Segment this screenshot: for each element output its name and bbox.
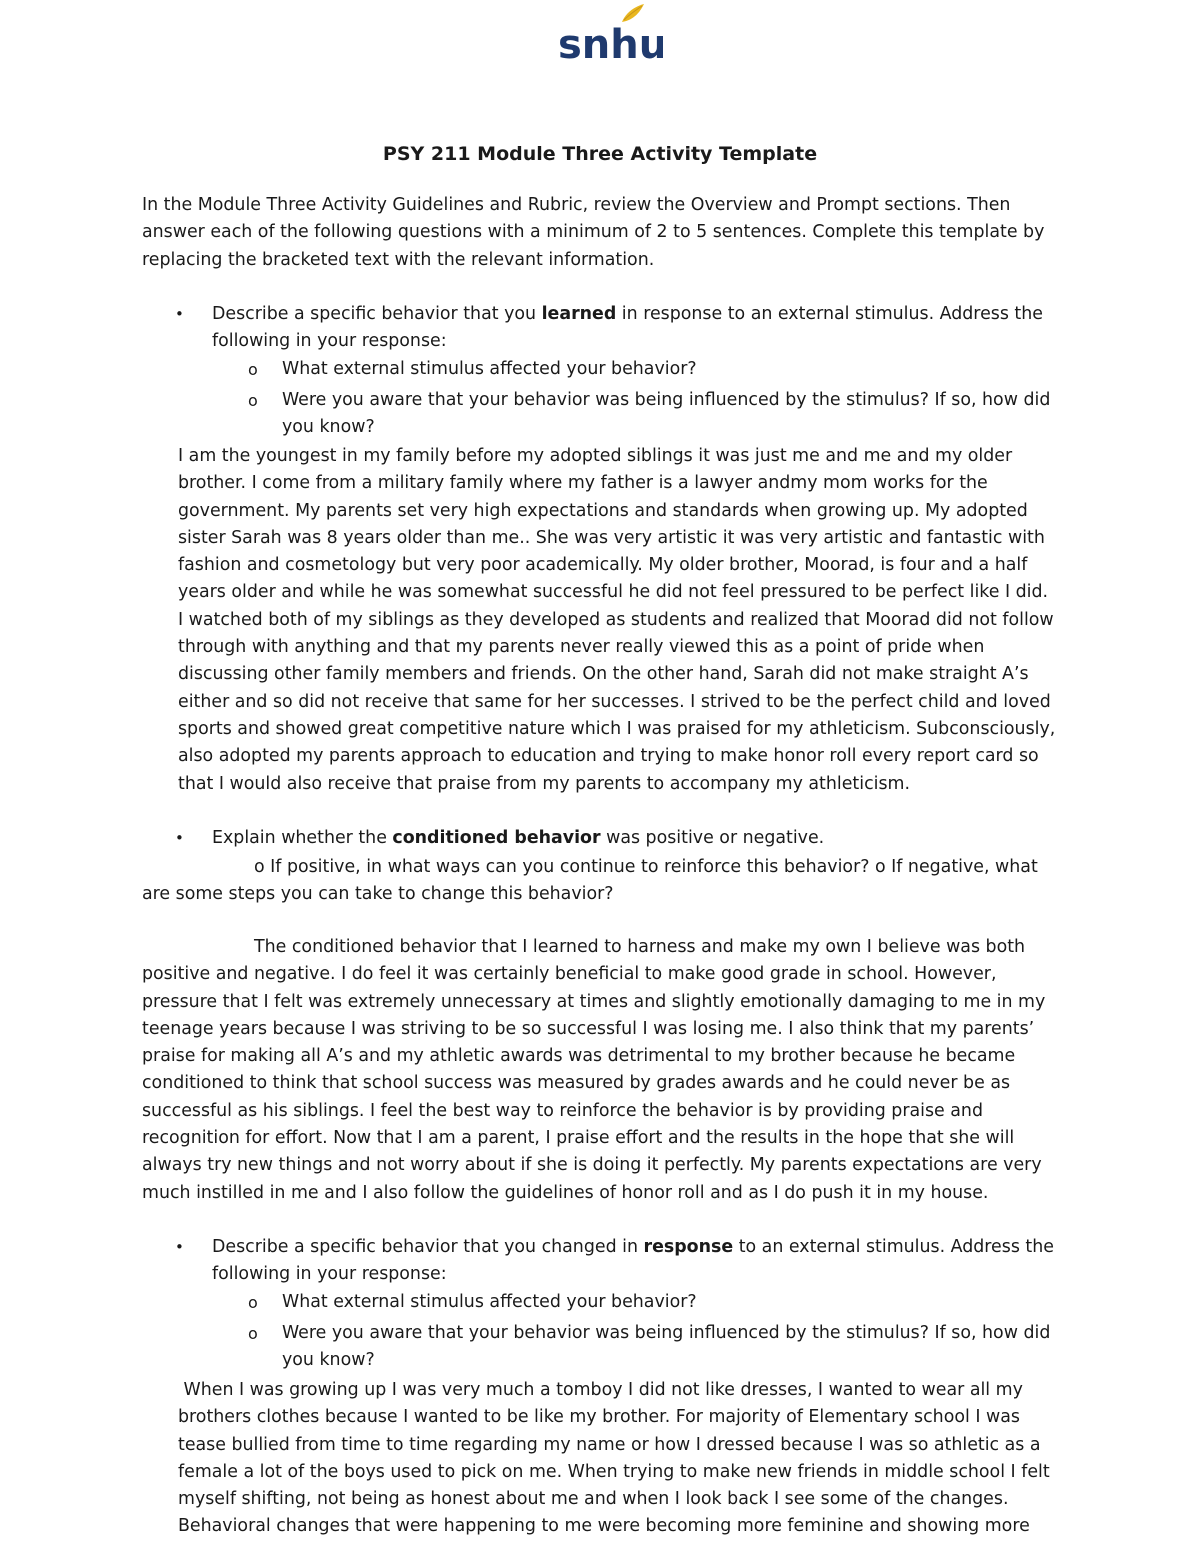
answer-line: teenage years because I was striving to be so successful I was losing me. I also think that my parents’ xyxy=(142,1018,1035,1039)
intro-line: answer each of the following questions with a minimum of 2 to 5 sentences. Complete this template by xyxy=(142,222,1045,243)
answer-line: pressure that I felt was extremely unnecessary at times and slightly emotionally damaging to me in my xyxy=(142,991,1046,1012)
answer-line: sister Sarah was 8 years older than me.. She was very artistic it was very artistic and fantastic with xyxy=(178,527,1045,548)
answer-2 xyxy=(142,934,1062,1207)
answer-line: much instilled in me and I also follow the guidelines of honor roll and as I do push it in my house. xyxy=(142,1182,989,1203)
answer-line: sports and showed great competitive nature which I was praised for my athleticism. Subconsciously, xyxy=(178,718,1056,739)
answer-line: female a lot of the boys used to pick on me. When trying to make new friends in middle school I felt xyxy=(178,1461,1050,1482)
answer-line: through with anything and that my parents never really viewed this as a point of pride when xyxy=(178,637,985,658)
sub-bullet-icon: o xyxy=(248,1324,258,1343)
sub-bullet-icon: o xyxy=(248,360,258,379)
answer-1 xyxy=(178,443,1058,798)
answer-line: myself shifting, not being as honest about me and when I look back I see some of the changes. xyxy=(178,1489,1009,1510)
question-3-keyword: response xyxy=(643,1237,734,1257)
answer-line: recognition for effort. Now that I am a parent, I praise effort and the results in the hope that she will xyxy=(142,1128,1015,1149)
answer-line: Behavioral changes that were happening to me were becoming more feminine and showing more xyxy=(178,1516,1030,1537)
answer-line: The conditioned behavior that I learned to harness and make my own I believe was both xyxy=(254,937,1026,957)
question-1-line: Describe a specific behavior that you learned in response to an external stimulus. Address the xyxy=(212,304,1043,324)
answer-3 xyxy=(178,1377,1058,1541)
snhu-logo xyxy=(548,0,663,70)
answer-line: also adopted my parents approach to education and trying to make honor roll every report card so xyxy=(178,746,1039,767)
answer-line: praise for making all A’s and my athletic awards was detrimental to my brother because he became xyxy=(142,1046,1016,1067)
sub-bullet-icon: o xyxy=(248,1293,258,1312)
bullet-icon: • xyxy=(175,829,184,847)
logo-wordmark: snhu xyxy=(558,22,663,68)
answer-line: either and so did not receive that same for her successes. I strived to be the perfect child and loved xyxy=(178,691,1051,712)
page-title: PSY 211 Module Three Activity Template xyxy=(382,143,818,165)
answer-line: successful as his siblings. I feel the best way to reinforce the behavior is by providing praise and xyxy=(142,1100,983,1121)
question-3-sub-1: What external stimulus affected your behavior? xyxy=(282,1292,697,1312)
sub-bullet-icon: o xyxy=(248,391,258,410)
intro-line: replacing the bracketed text with the relevant information. xyxy=(142,249,655,270)
bullet-icon: • xyxy=(175,1238,184,1256)
leaf-icon xyxy=(548,0,663,70)
answer-line: conditioned to think that school success was measured by grades awards and he could never be as xyxy=(142,1073,1011,1094)
answer-line: discussing other family members and friends. On the other hand, Sarah did not make straight A’s xyxy=(178,664,1029,685)
question-1-line: following in your response: xyxy=(212,331,447,352)
question-2: Explain whether the conditioned behavior was positive or negative. xyxy=(212,828,825,848)
question-2-keyword: conditioned behavior xyxy=(392,828,601,848)
answer-line: always try new things and not worry about if she is doing it perfectly. My parents expectations are very xyxy=(142,1155,1042,1176)
answer-line: brother. I come from a military family where my father is a lawyer andmy mom works for the xyxy=(178,473,988,494)
answer-line: positive and negative. I do feel it was certainly beneficial to make good grade in school. However, xyxy=(142,964,997,985)
intro-line: In the Module Three Activity Guidelines and Rubric, review the Overview and Prompt sections. Then xyxy=(142,195,1011,215)
answer-line: tease bullied from time to time regarding my name or how I dressed because I was so athletic as a xyxy=(178,1434,1041,1455)
question-1-keyword: learned xyxy=(541,304,617,324)
answer-line: When I was growing up I was very much a tomboy I did not like dresses, I wanted to wear all my xyxy=(178,1380,1023,1400)
question-3: Describe a specific behavior that you changed in response to an external stimulus. Address the following in your response: xyxy=(212,1237,1054,1285)
answer-line: years older and while he was somewhat successful he did not feel pressured to be perfect like I did. xyxy=(178,582,1049,603)
question-2-sub: o If positive, in what ways can you continue to reinforce this behavior? o If negative, what are some steps you can take to change this behavior? xyxy=(142,857,1038,905)
question-1 xyxy=(212,301,1057,356)
intro-paragraph xyxy=(142,192,1062,274)
answer-line: fashion and cosmetology but very poor academically. My older brother, Moorad, is four and a half xyxy=(178,555,1028,576)
answer-line: I am the youngest in my family before my adopted siblings it was just me and me and my older xyxy=(178,446,1013,466)
question-1-sub-2: Were you aware that your behavior was being influenced by the stimulus? If so, how did you know? xyxy=(282,390,1051,438)
question-1-sub-1: What external stimulus affected your behavior? xyxy=(282,359,697,379)
answer-line: brothers clothes because I wanted to be like my brother. For majority of Elementary school I was xyxy=(178,1407,1020,1428)
answer-line: that I would also receive that praise from my parents to accompany my athleticism. xyxy=(178,773,910,794)
answer-line: I watched both of my siblings as they developed as students and realized that Moorad did not follow xyxy=(178,609,1054,630)
question-3-sub-2: Were you aware that your behavior was being influenced by the stimulus? If so, how did you know? xyxy=(282,1323,1051,1371)
answer-line: government. My parents set very high expectations and standards when growing up. My adopted xyxy=(178,500,1028,521)
bullet-icon: • xyxy=(175,305,184,323)
